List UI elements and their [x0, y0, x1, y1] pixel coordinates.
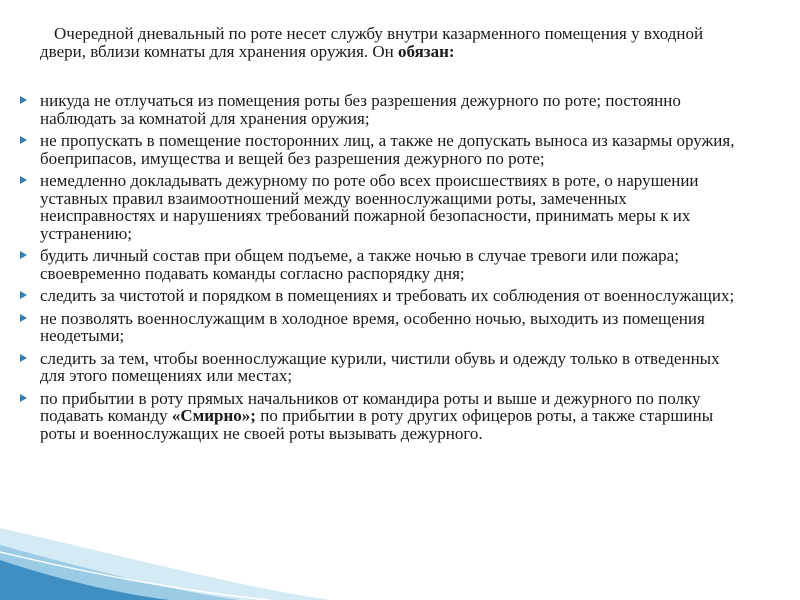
triangle-bullet-icon [20, 96, 27, 104]
list-item [20, 172, 745, 242]
list-item-text: следить за чистотой и порядком в помещениях и требовать их соблюдения от военнослужащих; [40, 286, 735, 305]
wave-mid-band [0, 545, 240, 600]
list-item-text: никуда не отлучаться из помещения роты без разрешения дежурного по роте; постоянно наблюдать за комнатой для хранения оружия; [40, 91, 681, 128]
wave-light-band [0, 528, 330, 600]
list-item-text-after: по прибытии в роту других офицеров роты, а также старшины роты и военнослужащих не своей роты вызывать дежурного. [40, 406, 714, 443]
wave-dark-band [0, 560, 170, 600]
list-item [20, 287, 745, 305]
intro-paragraph [40, 25, 740, 61]
intro-bold-word: обязан: [398, 42, 455, 61]
list-item-text: будить личный состав при общем подъеме, а также ночью в случае тревоги или пожара; своевременно подавать команды согласно распорядку дня; [40, 246, 679, 283]
list-item [20, 390, 745, 443]
list-item [20, 132, 745, 167]
intro-text: Очередной дневальный по роте несет службу внутри казарменного помещения у входной двери, вблизи комнаты для хранения оружия. Он [40, 24, 704, 61]
triangle-bullet-icon [20, 251, 27, 259]
list-item [20, 92, 745, 127]
triangle-bullet-icon [20, 354, 27, 362]
triangle-bullet-icon [20, 176, 27, 184]
triangle-bullet-icon [20, 394, 27, 402]
list-item-text: не пропускать в помещение посторонних лиц, а также не допускать выноса из казармы оружия, боеприпасов, имущества и вещей без разрешения дежурного по роте; [40, 131, 735, 168]
smirno-command: «Смирно»; [171, 406, 256, 425]
triangle-bullet-icon [20, 314, 27, 322]
list-item [20, 350, 745, 385]
list-item [20, 310, 745, 345]
triangle-bullet-icon [20, 291, 27, 299]
duties-list [20, 92, 745, 447]
triangle-bullet-icon [20, 136, 27, 144]
list-item-text: немедленно докладывать дежурному по роте обо всех происшествиях в роте, о нарушении уставных правил взаимоотношений между военнослужащими роты, замеченных неисправностях и нарушениях требований пожарной безопасности, принимать меры к их устранению; [40, 171, 699, 243]
list-item [20, 247, 745, 282]
corner-wave-decoration [0, 500, 800, 600]
list-item-text-before: по прибытии в роту прямых начальников от командира роты и выше и дежурного по полку подавать команду [40, 388, 701, 425]
list-item-text: не позволять военнослужащим в холодное время, особенно ночью, выходить из помещения неодетыми; [40, 308, 705, 345]
wave-white-streak [0, 552, 270, 600]
list-item-text: следить за тем, чтобы военнослужащие курили, чистили обувь и одежду только в отведенных для этого помещениях или местах; [40, 348, 720, 385]
